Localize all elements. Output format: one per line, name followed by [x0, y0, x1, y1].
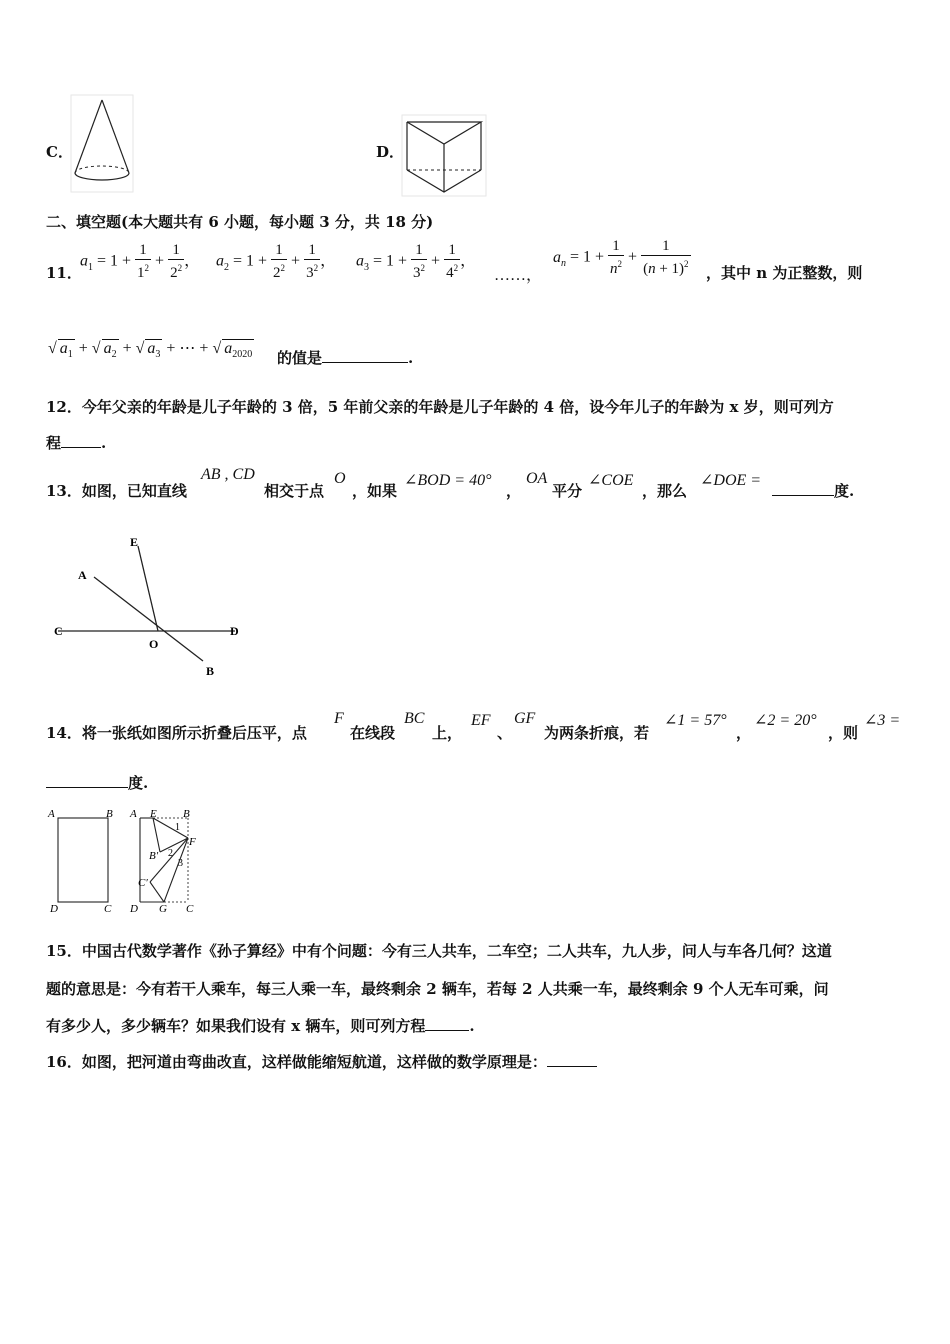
- q13-lines: AB , CD: [201, 466, 255, 483]
- q15-line3: [46, 1015, 475, 1036]
- lbl-e2: E: [150, 808, 157, 820]
- prism-figure: [400, 114, 488, 198]
- q16-text: 16．如图，把河道由弯曲改直，这样做能缩短航道，这样做的数学原理是：: [46, 1053, 547, 1071]
- q14-angle2: ∠2 = 20°: [754, 712, 817, 729]
- prism-top: [407, 122, 481, 144]
- q13-oa: OA: [526, 470, 548, 487]
- option-d-label: D．: [376, 143, 405, 161]
- q12-end: .: [101, 434, 107, 452]
- q12-line2: [46, 432, 106, 453]
- q14-comma: ，: [736, 724, 752, 742]
- lbl-cprime: C′: [138, 877, 148, 889]
- q11-a3: $a_3 = 1$ + $\frac{1}{3^2}$ + $\frac{1}{4^2}$ ，: [356, 242, 477, 281]
- label-e: E: [130, 535, 139, 549]
- q13-bisect: 平分: [552, 482, 583, 500]
- q16-line: [46, 1051, 597, 1072]
- q15-line1: 15．中国古代数学著作《孙子算经》中有个问题：今有三人共车，二车空；二人共车，九人步，问人与车各几何？这道: [46, 942, 832, 960]
- label-o: O: [149, 637, 159, 651]
- q13-doe: ∠DOE =: [700, 472, 762, 489]
- q14-then: ，则: [828, 724, 859, 742]
- q13-if: ，如果: [352, 482, 398, 500]
- lbl-a1: A: [48, 808, 55, 820]
- q11-sum: √ $a_1$ + √ $a_2$ + √ $a_3$ + ⋯ + √ $a_{2020}$: [48, 340, 253, 361]
- option-c-label: C．: [46, 143, 73, 161]
- q14-number: 14．将一张纸如图所示折叠后压平，点: [46, 724, 307, 742]
- q13-intersect: 相交于点: [264, 482, 325, 500]
- lbl-c2: C: [186, 903, 194, 915]
- fold-ef: [153, 818, 188, 838]
- q14-bc: BC: [404, 710, 425, 727]
- q13-figure: [50, 534, 250, 682]
- q13-answer-blank[interactable]: [772, 481, 834, 496]
- q13-answer: [772, 480, 854, 501]
- lbl-d2: D: [130, 903, 138, 915]
- cone-base-back: [75, 166, 129, 173]
- lbl-angle1: 1: [175, 822, 180, 833]
- cone-figure: [68, 94, 136, 194]
- section-title: 二、填空题(本大题共有 6 小题，每小题 3 分，共 18 分): [46, 213, 434, 231]
- q11-suffix-text: 的值是: [277, 349, 323, 367]
- q14-ef: EF: [471, 712, 491, 729]
- q13-then: ，那么: [642, 482, 688, 500]
- q15-end: .: [469, 1017, 475, 1035]
- cone-right-edge: [102, 100, 129, 173]
- label-b: B: [206, 664, 215, 678]
- lbl-angle3: 3: [178, 858, 183, 869]
- q12-line2-text: 程: [46, 434, 62, 452]
- q14-unit: 度.: [128, 774, 149, 792]
- q14-folds: 为两条折痕，若: [544, 724, 650, 742]
- label-a: A: [78, 568, 87, 582]
- q14-answer-blank[interactable]: [46, 773, 128, 788]
- q14-on: 在线段: [350, 724, 396, 742]
- lbl-angle2: 2: [168, 848, 173, 859]
- edge-eb-prime: [153, 818, 160, 852]
- label-d: D: [230, 624, 239, 638]
- q11-an: $a_n = 1$ + $\frac{1}{n^2}$ + $\frac{1}{(n + 1)^2}$: [553, 238, 689, 277]
- q14-answer: [46, 772, 148, 793]
- q11-answer-blank[interactable]: [322, 348, 408, 363]
- q11-end: .: [408, 349, 414, 367]
- q14-sep: 、: [497, 724, 513, 742]
- q11-ellipsis: ……，: [494, 267, 543, 284]
- lbl-b1: B: [106, 808, 113, 820]
- lbl-f2: F: [189, 836, 196, 848]
- q15-line3-text: 有多少人，多少辆车？如果我们设有 x 辆车，则可列方程: [46, 1017, 426, 1035]
- q11-a2: $a_2 = 1$ + $\frac{1}{2^2}$ + $\frac{1}{3^2}$ ，: [216, 242, 337, 281]
- lbl-b2: B: [183, 808, 190, 820]
- rect-abcd: [58, 818, 108, 902]
- edge-c-prime-g: [150, 882, 164, 902]
- lbl-a2: A: [130, 808, 137, 820]
- q14-angle3: ∠3 =: [864, 712, 901, 729]
- q14-angle1: ∠1 = 57°: [664, 712, 727, 729]
- lbl-g2: G: [159, 903, 167, 915]
- cone-left-edge: [75, 100, 102, 173]
- q15-answer-blank[interactable]: [425, 1016, 469, 1031]
- q13-comma: ，: [506, 482, 522, 500]
- lbl-d1: D: [50, 903, 58, 915]
- q12-answer-blank[interactable]: [61, 433, 101, 448]
- q11-suffix: [277, 347, 413, 368]
- q13-angle-bod: ∠BOD = 40°: [404, 472, 492, 489]
- q14-figure: [46, 804, 206, 918]
- q14-f: F: [334, 710, 344, 727]
- q14-up: 上，: [432, 724, 463, 742]
- q12-line1: 12．今年父亲的年龄是儿子年龄的 3 倍，5 年前父亲的年龄是儿子年龄的 4 倍，设今年儿子的年龄为 x 岁，则可列方: [46, 398, 834, 416]
- q14-gf: GF: [514, 710, 536, 727]
- q13-number: 13．如图，已知直线: [46, 482, 187, 500]
- lbl-c1: C: [104, 903, 112, 915]
- q13-coe: ∠COE: [588, 472, 634, 489]
- label-c: C: [54, 624, 63, 638]
- lbl-bprime: B′: [149, 850, 159, 862]
- q15-line2: 题的意思是：今有若干人乘车，每三人乘一车，最终剩余 2 辆车，若每 2 人共乘一车，最终剩余 9 个人无车可乘，问: [46, 980, 829, 998]
- q13-point: O: [334, 470, 346, 487]
- q11-number: 11．: [46, 264, 82, 282]
- q11-tail: ，其中 n 为正整数，则: [706, 264, 863, 282]
- q11-a1: $a_1 = 1$ + $\frac{1}{1^2}$ + $\frac{1}{2^2}$ ，: [80, 242, 201, 281]
- cone-base-front: [75, 173, 129, 180]
- q13-unit: 度.: [834, 482, 855, 500]
- q16-answer-blank[interactable]: [547, 1052, 597, 1067]
